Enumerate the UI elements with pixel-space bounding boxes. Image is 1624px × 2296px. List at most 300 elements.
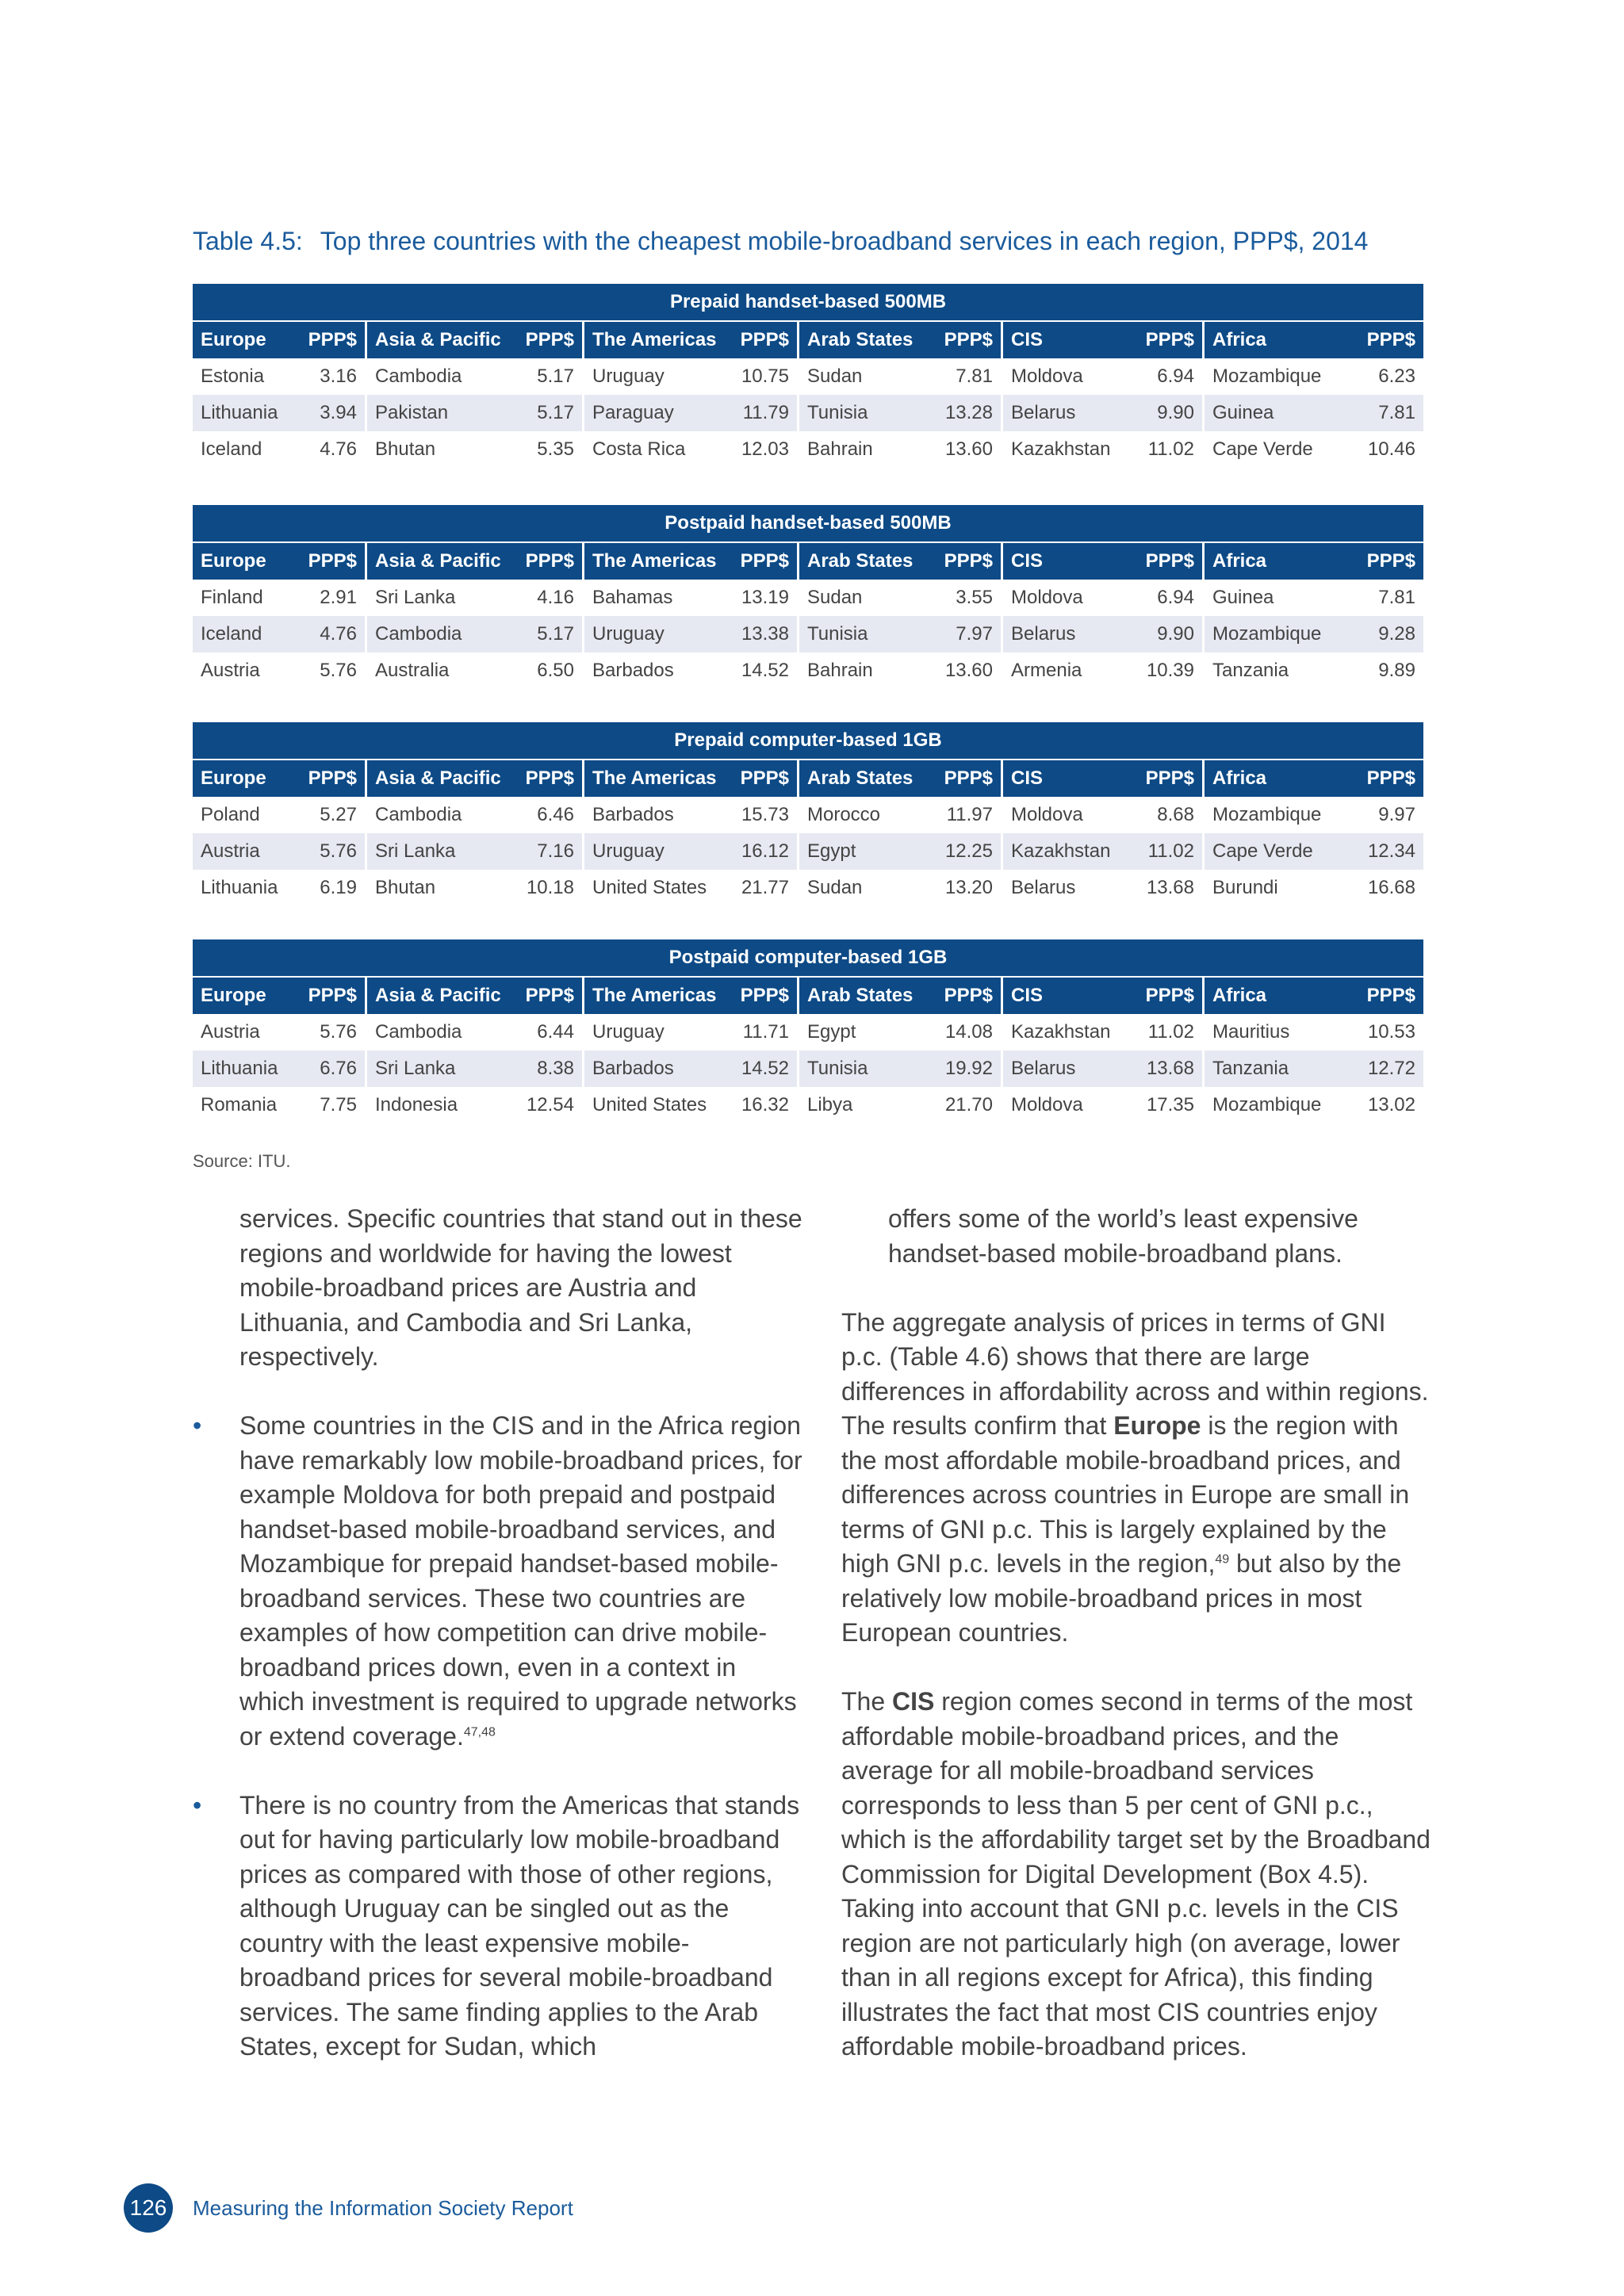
column-header: The Americas — [592, 550, 717, 572]
price-cell: 5.76 — [320, 660, 357, 681]
price-cell: 13.19 — [741, 587, 789, 608]
region-group — [365, 760, 582, 797]
price-table — [193, 284, 1423, 468]
region-group — [1202, 797, 1423, 833]
column-header: PPP$ — [740, 550, 789, 572]
price-cell: 13.68 — [1146, 877, 1194, 898]
price-cell: 7.81 — [1378, 587, 1415, 608]
region-group — [582, 978, 797, 1014]
country-cell: Bahamas — [592, 587, 673, 608]
price-cell: 10.53 — [1367, 1021, 1415, 1043]
table-title: Top three countries with the cheapest mobile-broadband services in each region, PPP$, 2014 — [320, 227, 1369, 255]
country-cell: Uruguay — [592, 840, 665, 862]
region-group — [193, 797, 365, 833]
column-header: PPP$ — [525, 767, 574, 789]
region-group — [365, 870, 582, 906]
table-row — [193, 870, 1423, 906]
region-group — [1001, 978, 1202, 1014]
price-cell: 11.02 — [1147, 840, 1194, 862]
country-cell: Barbados — [592, 1058, 674, 1079]
region-group — [582, 580, 797, 616]
country-cell: Uruguay — [592, 1021, 665, 1043]
price-cell: 4.76 — [320, 623, 357, 645]
country-cell: United States — [592, 877, 707, 898]
region-group — [1202, 760, 1423, 797]
price-cell: 13.38 — [741, 623, 789, 645]
price-table — [193, 722, 1423, 906]
column-header: Asia & Pacific — [375, 550, 501, 572]
country-cell: Sri Lanka — [375, 1058, 456, 1079]
region-group — [1001, 395, 1202, 431]
price-cell: 9.97 — [1378, 804, 1415, 825]
region-group — [193, 1014, 365, 1050]
region-group — [797, 543, 1001, 580]
price-cell: 2.91 — [320, 587, 357, 608]
price-cell: 11.97 — [946, 804, 993, 825]
price-cell: 5.27 — [320, 804, 357, 825]
column-header: PPP$ — [308, 767, 357, 789]
bullet-text: Some countries in the CIS and in the Africa region have remarkably low mobile-broadband prices, for example Moldova for both prepaid and postpaid handset-based mobile-broadband services, and Mozambique for prepaid handset-based mobile-broadband services. These two countries are examples of how competition can drive mobile-broadband prices down, even in a context in which investment is required to upgrade networks or extend coverage. — [239, 1411, 802, 1751]
country-cell: Kazakhstan — [1011, 438, 1111, 460]
country-cell: Armenia — [1011, 660, 1082, 681]
column-header: PPP$ — [944, 550, 993, 572]
country-cell: Australia — [375, 660, 450, 681]
region-group — [582, 322, 797, 358]
price-cell: 15.73 — [741, 804, 789, 825]
region-group — [797, 580, 1001, 616]
region-group — [1202, 1050, 1423, 1087]
country-cell: Bhutan — [375, 438, 436, 460]
country-cell: Moldova — [1011, 804, 1083, 825]
price-cell: 21.77 — [741, 877, 789, 898]
column-header: Arab States — [807, 767, 914, 789]
bullet-text: There is no country from the Americas that stands out for having particularly low mobile-broadband prices as compared with those of other regions, although Uruguay can be singled out as the country with the least expensive mobile-broadband prices for several mobile-broadband services. The same finding applies to the Arab States, except for Sudan, which — [239, 1790, 800, 2061]
country-cell: United States — [592, 1094, 707, 1115]
region-group — [193, 580, 365, 616]
column-header: CIS — [1011, 767, 1044, 789]
region-group — [365, 833, 582, 870]
country-cell: Cambodia — [375, 804, 462, 825]
country-cell: Austria — [201, 660, 260, 681]
region-group — [797, 978, 1001, 1014]
column-header: Asia & Pacific — [375, 985, 501, 1006]
column-header: Europe — [201, 329, 266, 350]
region-group — [582, 395, 797, 431]
column-header: CIS — [1011, 329, 1044, 350]
region-group — [365, 797, 582, 833]
table-row — [193, 358, 1423, 395]
paragraph: offers some of the world’s least expensive handset-based mobile-broadband plans. — [888, 1204, 1358, 1268]
price-cell: 16.68 — [1367, 877, 1415, 898]
price-cell: 12.03 — [741, 438, 789, 460]
country-cell: Tunisia — [807, 402, 868, 423]
price-cell: 6.94 — [1157, 365, 1194, 387]
country-cell: Morocco — [807, 804, 881, 825]
table-section-title: Postpaid computer-based 1GB — [193, 939, 1423, 976]
country-cell: Mauritius — [1212, 1021, 1290, 1043]
column-header: PPP$ — [1145, 767, 1194, 789]
bullet-icon: • — [193, 1411, 202, 1440]
emphasis-cis: CIS — [892, 1687, 935, 1716]
region-group — [797, 797, 1001, 833]
right-text-column — [841, 1202, 1432, 2099]
price-cell: 8.68 — [1157, 804, 1194, 825]
region-group — [582, 797, 797, 833]
region-group — [1001, 1087, 1202, 1123]
price-cell: 7.81 — [1378, 402, 1415, 423]
left-text-column — [193, 1202, 803, 2099]
region-group — [193, 616, 365, 652]
country-cell: Belarus — [1011, 402, 1076, 423]
price-cell: 6.94 — [1157, 587, 1194, 608]
region-group — [582, 870, 797, 906]
country-cell: Sudan — [807, 877, 863, 898]
region-group — [193, 833, 365, 870]
column-header: PPP$ — [740, 767, 789, 789]
header-row — [193, 543, 1423, 580]
region-group — [1001, 543, 1202, 580]
country-cell: Lithuania — [201, 1058, 278, 1079]
text-run: but also by the relatively low mobile-broadband prices in most European countries. — [841, 1549, 1402, 1647]
country-cell: Cambodia — [375, 623, 462, 645]
column-header: PPP$ — [1145, 329, 1194, 350]
region-group — [365, 395, 582, 431]
column-header: PPP$ — [525, 550, 574, 572]
country-cell: Cambodia — [375, 365, 462, 387]
region-group — [365, 358, 582, 395]
price-cell: 6.23 — [1378, 365, 1415, 387]
paragraph — [841, 1306, 1432, 1651]
price-cell: 6.76 — [320, 1058, 357, 1079]
country-cell: Guinea — [1212, 402, 1274, 423]
region-group — [1001, 797, 1202, 833]
region-group — [365, 652, 582, 689]
page-number: 126 — [124, 2183, 173, 2233]
region-group — [365, 543, 582, 580]
price-cell: 13.20 — [944, 877, 993, 898]
price-cell: 5.17 — [537, 365, 574, 387]
price-cell: 17.35 — [1146, 1094, 1194, 1115]
table-row — [193, 1087, 1423, 1123]
price-cell: 8.38 — [537, 1058, 574, 1079]
region-group — [582, 431, 797, 468]
price-cell: 5.17 — [537, 623, 574, 645]
country-cell: Austria — [201, 1021, 260, 1043]
region-group — [797, 870, 1001, 906]
region-group — [193, 1050, 365, 1087]
price-cell: 10.75 — [741, 365, 789, 387]
column-header: Africa — [1212, 767, 1267, 789]
country-cell: Tunisia — [807, 623, 868, 645]
region-group — [365, 322, 582, 358]
column-header: PPP$ — [1366, 985, 1415, 1006]
region-group — [193, 870, 365, 906]
country-cell: Cape Verde — [1212, 840, 1313, 862]
table-row — [193, 580, 1423, 616]
region-group — [193, 358, 365, 395]
region-group — [1202, 833, 1423, 870]
table-row — [193, 616, 1423, 652]
price-cell: 9.90 — [1157, 623, 1194, 645]
country-cell: Pakistan — [375, 402, 449, 423]
region-group — [797, 833, 1001, 870]
column-header: PPP$ — [1366, 767, 1415, 789]
table-row — [193, 1050, 1423, 1087]
price-cell: 14.52 — [741, 660, 789, 681]
country-cell: Barbados — [592, 660, 674, 681]
country-cell: Estonia — [201, 365, 265, 387]
column-header: Europe — [201, 985, 266, 1006]
region-group — [797, 358, 1001, 395]
price-cell: 3.94 — [320, 402, 357, 423]
country-cell: Cambodia — [375, 1021, 462, 1043]
paragraph: services. Specific countries that stand out in these regions and worldwide for having the lowest mobile-broadband prices are Austria and Lithuania, and Cambodia and Sri Lanka, respectively. — [239, 1204, 802, 1371]
emphasis-europe: Europe — [1113, 1411, 1201, 1440]
column-header: Africa — [1212, 550, 1267, 572]
region-group — [582, 1050, 797, 1087]
region-group — [797, 431, 1001, 468]
table-section-title: Postpaid handset-based 500MB — [193, 505, 1423, 541]
price-cell: 11.02 — [1147, 1021, 1194, 1043]
footnote-ref: 47,48 — [463, 1724, 496, 1739]
region-group — [1001, 652, 1202, 689]
country-cell: Lithuania — [201, 877, 278, 898]
column-header: The Americas — [592, 985, 717, 1006]
price-cell: 13.60 — [944, 438, 993, 460]
region-group — [1001, 431, 1202, 468]
table-number: Table 4.5: — [193, 227, 303, 255]
region-group — [1202, 431, 1423, 468]
country-cell: Guinea — [1212, 587, 1274, 608]
country-cell: Egypt — [807, 840, 856, 862]
region-group — [1001, 1050, 1202, 1087]
column-header: PPP$ — [525, 329, 574, 350]
column-header: Africa — [1212, 985, 1267, 1006]
price-cell: 12.34 — [1367, 840, 1415, 862]
column-header: PPP$ — [1366, 550, 1415, 572]
region-group — [797, 616, 1001, 652]
country-cell: Austria — [201, 840, 260, 862]
region-group — [1202, 543, 1423, 580]
column-header: PPP$ — [1145, 550, 1194, 572]
price-cell: 5.76 — [320, 1021, 357, 1043]
header-row — [193, 760, 1423, 797]
price-cell: 3.55 — [956, 587, 993, 608]
region-group — [1202, 870, 1423, 906]
country-cell: Egypt — [807, 1021, 856, 1043]
price-cell: 14.08 — [944, 1021, 993, 1043]
price-cell: 6.44 — [537, 1021, 574, 1043]
country-cell: Sri Lanka — [375, 840, 456, 862]
column-header: Asia & Pacific — [375, 767, 501, 789]
region-group — [193, 322, 365, 358]
column-header: PPP$ — [308, 329, 357, 350]
column-header: PPP$ — [740, 329, 789, 350]
footnote-ref: 49 — [1215, 1552, 1230, 1567]
price-cell: 9.90 — [1157, 402, 1194, 423]
bullet-item — [193, 1409, 803, 1754]
price-cell: 10.46 — [1367, 438, 1415, 460]
country-cell: Belarus — [1011, 1058, 1076, 1079]
price-cell: 10.39 — [1146, 660, 1194, 681]
table-row — [193, 431, 1423, 468]
column-header: PPP$ — [308, 550, 357, 572]
table-caption — [193, 227, 1368, 256]
price-cell: 16.32 — [741, 1094, 789, 1115]
table-row — [193, 833, 1423, 870]
column-header: PPP$ — [944, 767, 993, 789]
column-header: CIS — [1011, 985, 1044, 1006]
region-group — [1202, 616, 1423, 652]
region-group — [1001, 760, 1202, 797]
header-row — [193, 322, 1423, 358]
region-group — [797, 395, 1001, 431]
country-cell: Tanzania — [1212, 1058, 1289, 1079]
column-header: The Americas — [592, 329, 717, 350]
column-header: PPP$ — [944, 985, 993, 1006]
region-group — [582, 760, 797, 797]
column-header: Europe — [201, 550, 266, 572]
region-group — [1202, 580, 1423, 616]
country-cell: Belarus — [1011, 877, 1076, 898]
price-table — [193, 939, 1423, 1123]
price-cell: 5.76 — [320, 840, 357, 862]
column-header: Arab States — [807, 329, 914, 350]
region-group — [582, 1087, 797, 1123]
country-cell: Mozambique — [1212, 623, 1322, 645]
region-group — [193, 978, 365, 1014]
table-section-title: Prepaid computer-based 1GB — [193, 722, 1423, 759]
region-group — [1001, 358, 1202, 395]
region-group — [1001, 616, 1202, 652]
report-title: Measuring the Information Society Report — [193, 2196, 573, 2220]
column-header: Africa — [1212, 329, 1267, 350]
region-group — [582, 1014, 797, 1050]
region-group — [797, 1050, 1001, 1087]
region-group — [797, 322, 1001, 358]
country-cell: Paraguay — [592, 402, 674, 423]
region-group — [365, 580, 582, 616]
region-group — [582, 358, 797, 395]
price-cell: 10.18 — [526, 877, 574, 898]
country-cell: Moldova — [1011, 587, 1083, 608]
region-group — [365, 431, 582, 468]
region-group — [797, 1014, 1001, 1050]
price-cell: 7.75 — [320, 1094, 357, 1115]
price-cell: 3.16 — [320, 365, 357, 387]
region-group — [193, 760, 365, 797]
price-cell: 9.89 — [1378, 660, 1415, 681]
country-cell: Tanzania — [1212, 660, 1289, 681]
price-cell: 13.68 — [1146, 1058, 1194, 1079]
country-cell: Poland — [201, 804, 260, 825]
table-row — [193, 395, 1423, 431]
price-cell: 9.28 — [1378, 623, 1415, 645]
country-cell: Iceland — [201, 623, 262, 645]
table-section-title: Prepaid handset-based 500MB — [193, 284, 1423, 320]
price-cell: 6.46 — [537, 804, 574, 825]
region-group — [1001, 580, 1202, 616]
country-cell: Bhutan — [375, 877, 436, 898]
price-cell: 6.50 — [537, 660, 574, 681]
table-row — [193, 1014, 1423, 1050]
region-group — [365, 1014, 582, 1050]
region-group — [1001, 322, 1202, 358]
country-cell: Kazakhstan — [1011, 840, 1111, 862]
column-header: PPP$ — [308, 985, 357, 1006]
country-cell: Kazakhstan — [1011, 1021, 1111, 1043]
country-cell: Mozambique — [1212, 1094, 1322, 1115]
region-group — [193, 395, 365, 431]
price-cell: 4.76 — [320, 438, 357, 460]
price-cell: 19.92 — [944, 1058, 993, 1079]
region-group — [193, 1087, 365, 1123]
column-header: Arab States — [807, 550, 914, 572]
bullet-icon: • — [193, 1790, 202, 1820]
region-group — [797, 652, 1001, 689]
price-cell: 16.12 — [741, 840, 789, 862]
region-group — [193, 543, 365, 580]
region-group — [1001, 833, 1202, 870]
table-row — [193, 797, 1423, 833]
column-header: Asia & Pacific — [375, 329, 501, 350]
region-group — [365, 1087, 582, 1123]
price-cell: 4.16 — [537, 587, 574, 608]
country-cell: Sudan — [807, 365, 863, 387]
price-cell: 7.97 — [956, 623, 993, 645]
country-cell: Iceland — [201, 438, 262, 460]
price-cell: 11.02 — [1147, 438, 1194, 460]
column-header: PPP$ — [525, 985, 574, 1006]
country-cell: Cape Verde — [1212, 438, 1313, 460]
country-cell: Sri Lanka — [375, 587, 456, 608]
region-group — [1202, 395, 1423, 431]
region-group — [582, 616, 797, 652]
region-group — [1202, 322, 1423, 358]
country-cell: Libya — [807, 1094, 853, 1115]
price-table — [193, 505, 1423, 689]
column-header: PPP$ — [944, 329, 993, 350]
region-group — [797, 1087, 1001, 1123]
country-cell: Mozambique — [1212, 365, 1322, 387]
price-cell: 21.70 — [944, 1094, 993, 1115]
price-cell: 13.28 — [944, 402, 993, 423]
price-cell: 12.72 — [1367, 1058, 1415, 1079]
price-cell: 5.35 — [537, 438, 574, 460]
column-header: PPP$ — [1366, 329, 1415, 350]
text-run: is the region with the most affordable mobile-broadband prices, and differences across countries in Europe are small in terms of GNI p.c. This is largely explained by the high GNI p.c. levels in the region, — [841, 1411, 1410, 1578]
country-cell: Indonesia — [375, 1094, 458, 1115]
region-group — [1202, 358, 1423, 395]
price-cell: 7.81 — [956, 365, 993, 387]
country-cell: Finland — [201, 587, 263, 608]
price-cell: 6.19 — [320, 877, 357, 898]
text-run: The — [841, 1687, 893, 1716]
region-group — [1202, 1014, 1423, 1050]
text-run: The aggregate analysis of prices in terms of GNI p.c. (Table 4.6) shows that there are large differences in affordability across and within regions. The results confirm that — [841, 1307, 1429, 1440]
column-header: The Americas — [592, 767, 717, 789]
country-cell: Moldova — [1011, 365, 1083, 387]
country-cell: Moldova — [1011, 1094, 1083, 1115]
price-cell: 12.25 — [944, 840, 993, 862]
region-group — [365, 616, 582, 652]
table-source: Source: ITU. — [193, 1151, 291, 1171]
country-cell: Romania — [201, 1094, 278, 1115]
bullet-item — [193, 1789, 803, 2064]
region-group — [582, 543, 797, 580]
table-row — [193, 652, 1423, 689]
paragraph — [841, 1685, 1432, 2064]
